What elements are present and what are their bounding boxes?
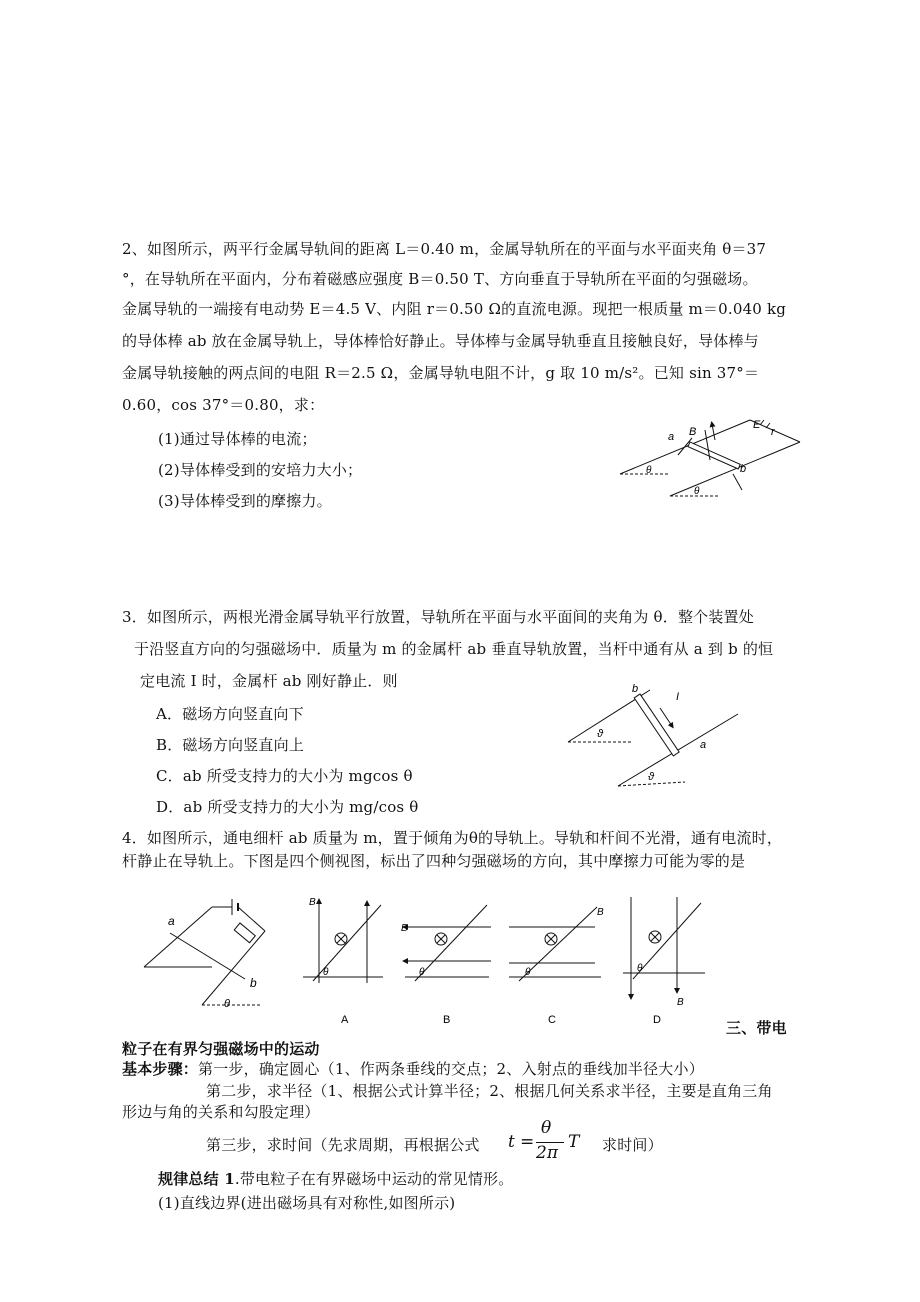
- step-2b: 形边与角的关系和勾股定理）: [122, 1103, 320, 1121]
- q3-label-I: I: [676, 691, 680, 703]
- q4-panel-c: [503, 893, 615, 1026]
- q3-line-2: 于沿竖直方向的匀强磁场中．质量为 m 的金属杆 ab 垂直导轨放置，当杆中通有从 a 到 b 的恒: [134, 640, 774, 658]
- q4-caption-d: D: [653, 1014, 661, 1026]
- q2-line-2: °，在导轨所在平面内，分布着磁感应强度 B＝0.50 T、方向垂直于导轨所在平面的匀强磁场。: [122, 270, 758, 288]
- q4-panel-d: [615, 893, 715, 1026]
- q4-panel-a-theta: θ: [323, 967, 329, 978]
- q4-panel-b-theta: θ: [419, 967, 425, 978]
- q3-line-3: 定电流 I 时，金属杆 ab 刚好静止．则: [140, 672, 398, 690]
- time-formula: [508, 1118, 596, 1166]
- q3-option-d: D．ab 所受支持力的大小为 mg/cos θ: [156, 798, 419, 816]
- q4-line-1: 4．如图所示，通电细杆 ab 质量为 m，置于倾角为θ的导轨上。导轨和杆间不光滑，通有电流时，: [122, 829, 783, 847]
- q2-label-b: b: [740, 463, 747, 475]
- formula-den: 2π: [536, 1143, 558, 1163]
- q2-figure-rails: [610, 410, 810, 500]
- q2-line-3: 金属导轨的一端接有电动势 E＝4.5 V、内阻 r＝0.50 Ω的直流电源。现把一根质量 m＝0.040 kg: [122, 300, 787, 318]
- step-3-post: 求时间）: [602, 1136, 663, 1154]
- q4-line-2: 杆静止在导轨上。下图是四个侧视图，标出了四种匀强磁场的方向，其中摩擦力可能为零的是: [122, 852, 746, 870]
- q3-option-b: B．磁场方向竖直向上: [156, 736, 305, 754]
- summary-text: .带电粒子在有界磁场中运动的常见情形。: [234, 1170, 514, 1188]
- q2-line-1: 2、如图所示，两平行金属导轨间的距离 L＝0.40 m，金属导轨所在的平面与水平面夹角 θ＝37: [122, 240, 767, 258]
- q4-panel-c-B: B: [597, 907, 604, 918]
- q2-line-6: 0.60，cos 37°＝0.80，求：: [122, 396, 325, 414]
- q2-item-3: (3)导体棒受到的摩擦力。: [158, 492, 332, 510]
- q3-option-a: A．磁场方向竖直向下: [156, 705, 304, 723]
- q4-panel-d-theta: θ: [637, 963, 643, 974]
- q2-line-5: 金属导轨接触的两点间的电阻 R＝2.5 Ω，金属导轨电阻不计，g 取 10 m/s²。已知 sin 37°＝: [122, 364, 760, 382]
- steps-label: 基本步骤：: [122, 1060, 199, 1078]
- q2-label-E: E: [753, 419, 761, 431]
- section-heading-tail: 三、带电: [726, 1019, 787, 1037]
- q2-label-theta-2: θ: [694, 486, 700, 497]
- step-2a: 第二步，求半径（1、根据公式计算半径；2、根据几何关系求半径，主要是直角三角: [206, 1082, 773, 1100]
- q2-label-theta-1: θ: [646, 465, 652, 476]
- q4-panel-a: [295, 893, 395, 1026]
- q2-label-B: B: [689, 426, 697, 438]
- summary-label: 规律总结 1: [158, 1170, 235, 1188]
- formula-num: θ: [541, 1118, 552, 1138]
- q4-panel-b-B: B: [401, 923, 408, 934]
- q2-item-2: (2)导体棒受到的安培力大小；: [158, 461, 363, 479]
- q3-figure-rails: [560, 678, 750, 793]
- q4-panel-b: [397, 893, 497, 1026]
- section-heading-rest: 粒子在有界匀强磁场中的运动: [122, 1040, 320, 1058]
- step-1: 第一步，确定圆心（1、作两条垂线的交点；2、入射点的垂线加半径大小）: [198, 1060, 704, 1078]
- q4-label-theta: θ: [224, 998, 230, 1010]
- q3-option-c: C．ab 所受支持力的大小为 mgcos θ: [156, 767, 413, 785]
- q4-panel-d-B: B: [677, 997, 684, 1008]
- q4-caption-b: B: [443, 1014, 451, 1026]
- steps-row-1: [122, 1058, 704, 1079]
- summary-row: [158, 1168, 513, 1189]
- q4-label-b: b: [250, 976, 257, 990]
- q2-label-r: r: [771, 426, 775, 438]
- q4-caption-c: C: [548, 1014, 556, 1026]
- q3-label-b: b: [632, 683, 639, 695]
- q4-panel-a-B: B: [309, 897, 316, 908]
- q2-line-4: 的导体棒 ab 放在金属导轨上，导体棒恰好静止。导体棒与金属导轨垂直且接触良好，导体棒与: [122, 332, 759, 350]
- q4-panel-c-theta: θ: [525, 967, 531, 978]
- q3-label-theta-2: ϑ: [648, 771, 655, 783]
- q3-label-theta-1: ϑ: [597, 728, 604, 740]
- q3-label-a: a: [700, 739, 707, 751]
- q2-item-1: (1)通过导体棒的电流；: [158, 430, 317, 448]
- q4-figure-main: [140, 895, 290, 1015]
- formula-T: T: [568, 1132, 580, 1152]
- formula-t: t: [508, 1132, 515, 1152]
- q4-caption-a: A: [341, 1014, 349, 1026]
- q3-line-1: 3．如图所示，两根光滑金属导轨平行放置，导轨所在平面与水平面间的夹角为 θ．整个装置处: [122, 608, 754, 626]
- summary-item-1: (1)直线边界(进出磁场具有对称性,如图所示): [158, 1194, 456, 1212]
- step-3-pre: 第三步，求时间（先求周期，再根据公式: [206, 1136, 480, 1154]
- formula-eq: =: [520, 1132, 535, 1152]
- q2-label-a: a: [668, 431, 675, 443]
- q4-label-a: a: [168, 914, 175, 928]
